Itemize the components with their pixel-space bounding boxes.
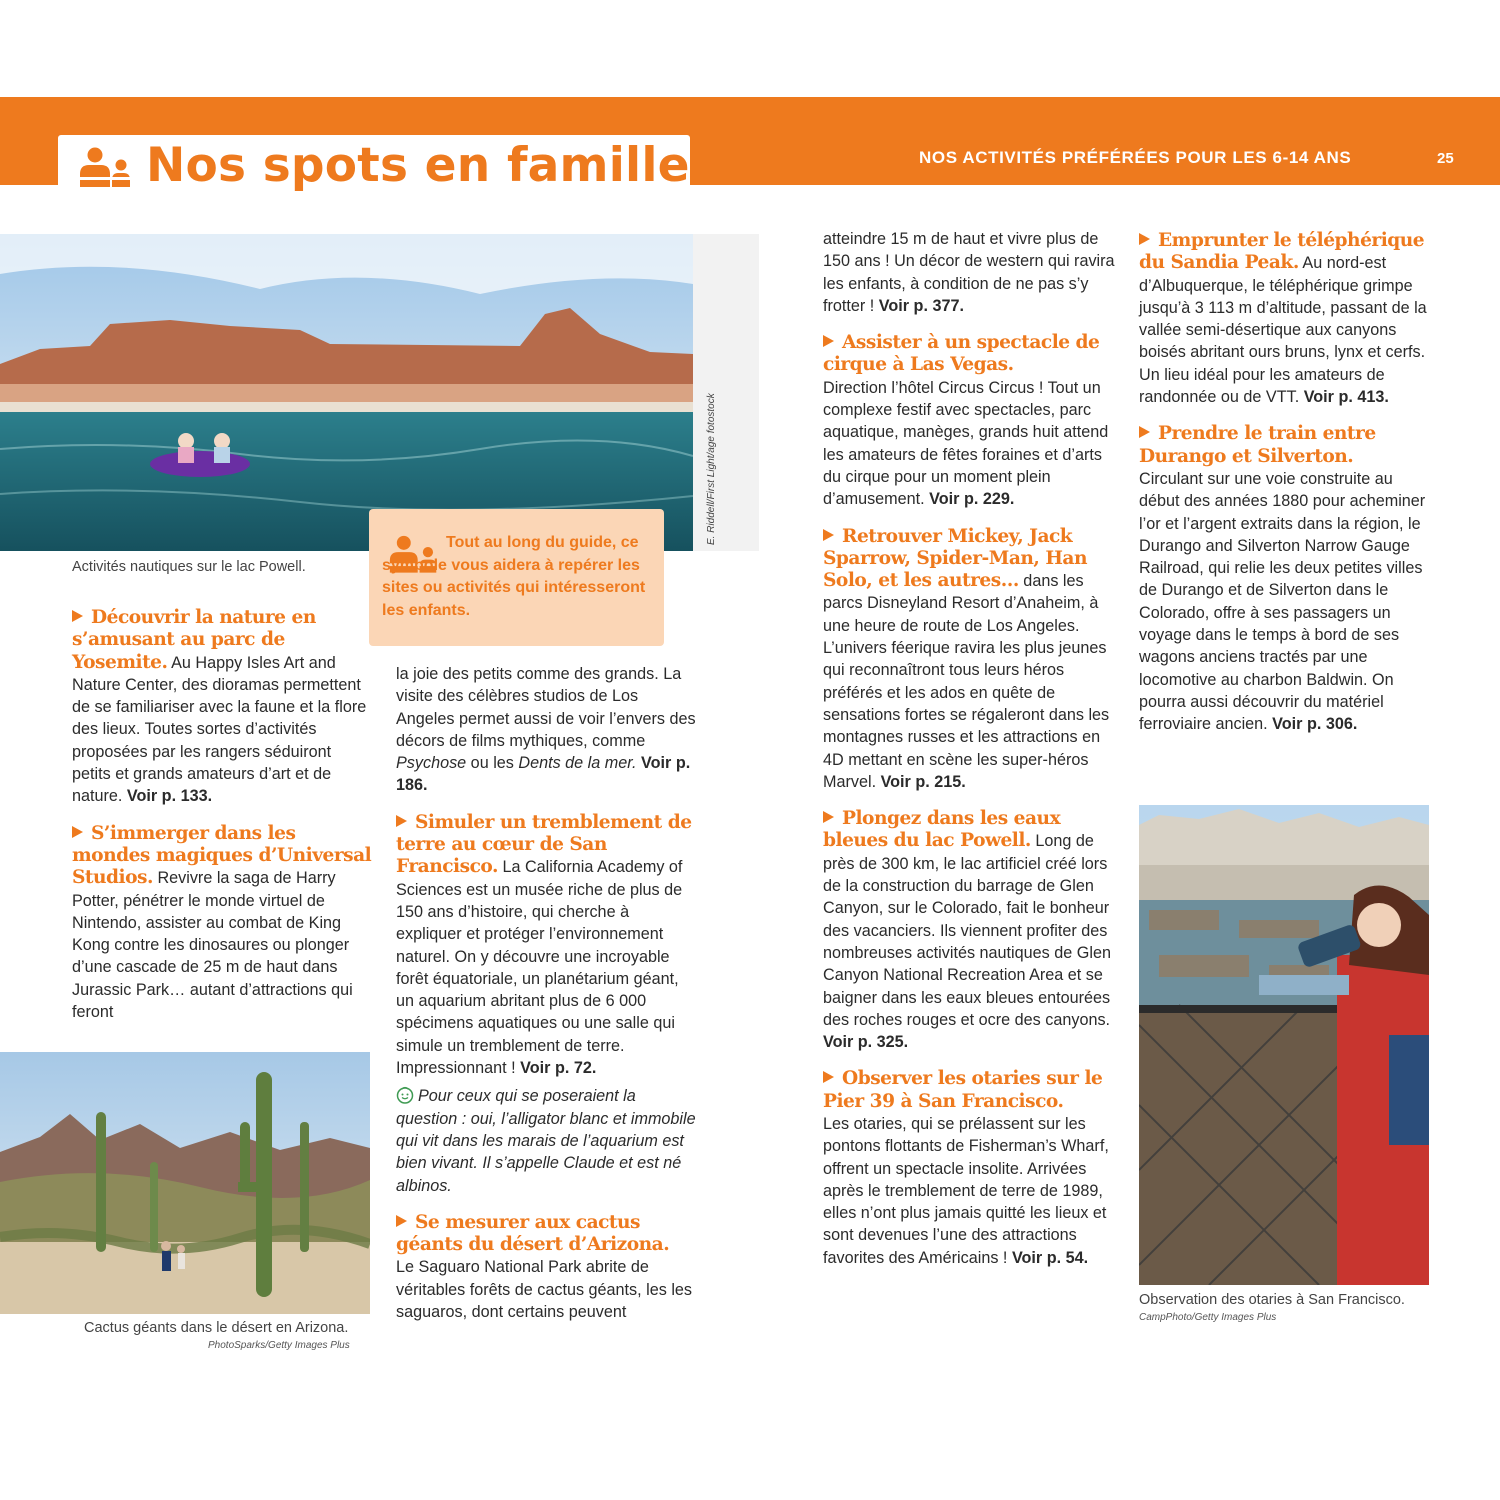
arrow-icon: [823, 335, 834, 347]
entry-heading: Plongez dans les eaux bleues du lac Powell.: [823, 808, 1061, 852]
photo-arizona-cactus: [0, 1052, 370, 1314]
page-reference: Voir p. 133.: [126, 787, 213, 806]
page-reference: Voir p. 72.: [520, 1059, 597, 1078]
film-title: Dents de la mer.: [518, 754, 637, 773]
page-reference: Voir p. 54.: [1011, 1248, 1089, 1267]
column-2: [396, 663, 696, 1338]
entry-pier-39: [823, 1068, 1115, 1269]
entry-heading: Emprunter le téléphérique du Sandia Peak.: [1139, 230, 1425, 274]
arrow-icon: [72, 610, 83, 622]
entry-disneyland: [823, 526, 1115, 794]
column-1: [72, 607, 372, 1038]
entry-heading: Se mesurer aux cactus géants du désert d’Arizona.: [396, 1211, 670, 1256]
entry-body: Au nord-est d’Albuquerque, le téléphérique grimpe jusqu’à 3 113 m d’altitude, passant de la vallée semi-désertique aux canyons boisés abritant ours bruns, lynx et cerfs. Un lieu idéal pour les amateurs de randonnée ou de VTT.: [1139, 254, 1427, 407]
entry-body: La California Academy of Sciences est un musée riche de plus de 150 ans d’histoire, qui cherche à expliquer et protéger l’environnement naturel. On y découvre une incroyable forêt équatoriale, un planétarium géant, un aquarium abritant plus de 6 000 spécimens aquatiques ou une salle qui simule un tremblement de terre. Impressionnant !: [396, 858, 683, 1078]
entry-body: ou les: [466, 754, 519, 773]
page-reference: Voir p. 413.: [1303, 388, 1389, 407]
child-face-icon: [396, 1086, 414, 1104]
arrow-icon: [823, 1071, 834, 1083]
entry-universal: [72, 823, 372, 1024]
entry-body: Les otaries, qui se prélassent sur les pontons flottants de Fisherman’s Wharf, offrent un spectacle insolite. Arrivées après le tremblement de terre de 1989, elles n’ont plus jamais quitté les lieux et sont devenues l’une des attractions favorites des Américains !: [823, 1114, 1109, 1267]
photo-caption-pier39: Observation des otaries à San Francisco.: [1139, 1292, 1405, 1308]
entry-universal-continued: [396, 663, 696, 797]
photo-credit-powell: E. Riddell/First Light/age fotostock: [706, 393, 717, 545]
entry-sandia-peak: [1139, 230, 1429, 408]
entry-body: Au Happy Isles Art and Nature Center, des dioramas permettent de se familiariser avec la faune et la flore des lieux. Toutes sortes d’activités proposées par les rangers séduiront petits et grands amateurs d’art et de nature.: [72, 653, 367, 806]
entry-heading: Retrouver Mickey, Jack Sparrow, Spider-Man, Han Solo, et les autres…: [823, 525, 1087, 592]
entry-body: dans les parcs Disneyland Resort d’Anaheim, à une heure de route de Los Angeles. L’univers féerique ravira les plus jeunes qui reconnaîtront tous leurs héros préférés et les ados en quête de sensations fortes se régaleront dans les montagnes russes et les attractions en 4D mettant en scène les super-héros Marvel.: [823, 572, 1110, 791]
callout-text: Tout au long du guide, ce symbole vous aidera à repérer les sites ou activités qui intéresseront les enfants.: [382, 534, 646, 619]
entry-body: Circulant sur une voie construite au début des années 1880 pour acheminer l’or et l’argent extraits dans la région, le Durango and Silverton Narrow Gauge Railroad, qui relie les deux petites villes de Durango et de Silverton dans le Colorado, offre à ses passagers un voyage dans le temps à bord de ses wagons anciens tractés par une locomotive au charbon Baldwin. On pourra aussi découvrir du matériel ferroviaire ancien.: [1139, 469, 1426, 734]
entry-cactus: [396, 1212, 696, 1323]
family-icon: [78, 147, 134, 187]
photo-pier-39: [1139, 805, 1429, 1285]
page-reference: Voir p. 215.: [880, 772, 966, 791]
page-reference: Voir p. 229.: [929, 490, 1015, 509]
note-alligator: [396, 1085, 696, 1196]
arrow-icon: [823, 529, 834, 541]
entry-lake-powell: [823, 808, 1115, 1053]
entry-durango-silverton: [1139, 423, 1429, 735]
running-head: NOS ACTIVITÉS PRÉFÉRÉES POUR LES 6-14 ANS: [919, 148, 1352, 167]
arrow-icon: [396, 1215, 407, 1227]
page-title: Nos spots en famille: [146, 138, 690, 193]
entry-body: Long de près de 300 km, le lac artificiel créé lors de la construction du barrage de Glen Canyon, sur le Colorado, fait le bonheur des vacanciers. Ils viennent profiter des nombreuses activités nautiques de Glen Canyon National Recreation Area et se baigner dans les eaux bleues entourées des roches rouges et ocre des canyons.: [823, 832, 1111, 1029]
arrow-icon: [1139, 233, 1150, 245]
column-3: [823, 228, 1115, 1284]
page-reference: Voir p. 377.: [878, 296, 964, 315]
photo-caption-powell: Activités nautiques sur le lac Powell.: [72, 559, 306, 575]
entry-heading: Découvrir la nature en s’amusant au parc de Yosemite.: [72, 607, 316, 673]
entry-body: Revivre la saga de Harry Potter, pénétrer le monde virtuel de Nintendo, assister au combat de King Kong contre les dinosaures ou plonger d’une cascade de 25 m de haut dans Jurassic Park… autant d’attractions qui feront: [72, 869, 353, 1022]
entry-las-vegas: [823, 332, 1115, 510]
page-reference: Voir p. 306.: [1272, 715, 1358, 734]
entry-heading: Simuler un tremblement de terre au cœur de San Francisco.: [396, 811, 692, 878]
entry-heading: Observer les otaries sur le Pier 39 à San Francisco.: [823, 1068, 1103, 1112]
entry-yosemite: [72, 607, 372, 808]
page-reference: Voir p. 325.: [823, 1033, 909, 1052]
photo-credit-arizona: PhotoSparks/Getty Images Plus: [208, 1340, 350, 1351]
film-title: Psychose: [396, 754, 467, 773]
entry-heading: Assister à un spectacle de cirque à Las Vegas.: [823, 332, 1100, 376]
entry-heading: Prendre le train entre Durango et Silverton.: [1139, 423, 1376, 467]
entry-cactus-continued: [823, 228, 1115, 317]
arrow-icon: [823, 811, 834, 823]
page-number: 25: [1437, 150, 1454, 167]
photo-caption-arizona: Cactus géants dans le désert en Arizona.: [84, 1320, 349, 1336]
entry-san-francisco: [396, 812, 696, 1080]
entry-body: Direction l’hôtel Circus Circus ! Tout un complexe festif avec spectacles, parc aquatique, manèges, grands huit attend les amateurs de fêtes foraines et d’arts du cirque pour un moment plein d’amusement.: [823, 378, 1109, 509]
arrow-icon: [1139, 426, 1150, 438]
photo-lake-powell: [0, 234, 759, 551]
arrow-icon: [396, 815, 407, 827]
note-text: Pour ceux qui se poseraient la question : oui, l’alligator blanc et immobile qui vit dans les marais de l’aquarium est bien vivant. Il s’appelle Claude et est né albinos.: [396, 1087, 696, 1195]
arrow-icon: [72, 826, 83, 838]
photo-credit-pier39: CampPhoto/Getty Images Plus: [1139, 1312, 1277, 1323]
entry-body: Le Saguaro National Park abrite de véritables forêts de cactus géants, les les saguaros, dont certains peuvent: [396, 1258, 693, 1322]
column-4: [1139, 230, 1429, 751]
entry-body: la joie des petits comme des grands. La visite des célèbres studios de Los Angeles permet aussi de voir l’envers des décors de films mythiques, comme: [396, 665, 696, 750]
page-reference: Voir p. 186.: [396, 754, 691, 795]
entry-body: atteindre 15 m de haut et vivre plus de 150 ans ! Un décor de western qui ravira les enfants, à condition de ne pas s’y frotter !: [823, 230, 1115, 315]
entry-heading: S’immerger dans les mondes magiques d’Universal Studios.: [72, 822, 372, 889]
